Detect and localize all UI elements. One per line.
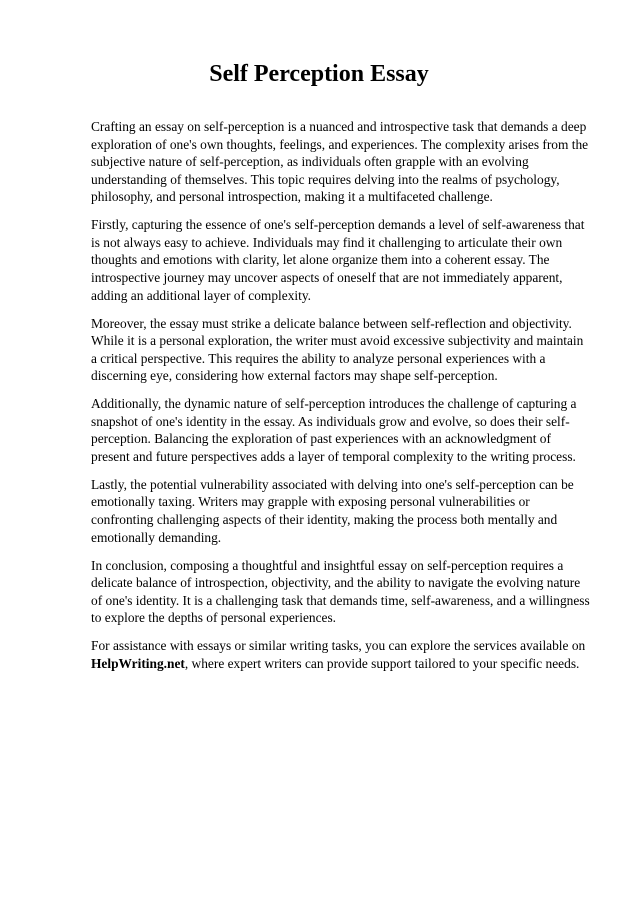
- page-title: Self Perception Essay: [209, 61, 429, 87]
- paragraph-moreover: Moreover, the essay must strike a delicate balance between self-reflection and objectivity. While it is a personal exploration, the writer must avoid excessive subjectivity and maintain a critical perspective. This requires the ability to analyze personal experiences with a discerning eye, considering how external factors may shape self-perception.: [91, 315, 584, 384]
- paragraph-conclusion: In conclusion, composing a thoughtful and insightful essay on self-perception requires a delicate balance of introspection, objectivity, and the ability to navigate the evolving nature of one's identity. It is a challenging task that demands time, self-awareness, and a willingness to explore the depths of personal experiences.: [91, 557, 590, 626]
- closing-text-after: , where expert writers can provide support tailored to your specific needs.: [184, 655, 580, 671]
- helpwriting-link[interactable]: HelpWriting.net: [91, 655, 185, 671]
- paragraph-lastly: Lastly, the potential vulnerability associated with delving into one's self-perception can be emotionally taxing. Writers may grapple with exposing personal vulnerabilities or confronting challenging aspects of their identity, making the process both mentally and emotionally demanding.: [91, 476, 574, 545]
- document-body: [91, 118, 591, 683]
- paragraph-closing: [91, 637, 591, 672]
- paragraph-intro: Crafting an essay on self-perception is a nuanced and introspective task that demands a deep exploration of one's own thoughts, feelings, and experiences. The complexity arises from the subjective nature of self-perception, as individuals often grapple with an evolving understanding of themselves. This topic requires delving into the realms of psychology, philosophy, and personal introspection, making it a multifaceted challenge.: [91, 119, 589, 205]
- paragraph-firstly: Firstly, capturing the essence of one's self-perception demands a level of self-awareness that is not always easy to achieve. Individuals may find it challenging to articulate their own thoughts and emotions with clarity, let alone organize them into a coherent essay. The introspective journey may uncover aspects of oneself that are not immediately apparent, adding an additional layer of complexity.: [91, 217, 585, 303]
- closing-text-before: For assistance with essays or similar writing tasks, you can explore the services available on: [91, 638, 586, 654]
- paragraph-additionally: Additionally, the dynamic nature of self-perception introduces the challenge of capturing a snapshot of one's identity in the essay. As individuals grow and evolve, so does their self-perception. Balancing the exploration of past experiences with an acknowledgment of present and future perspectives adds a layer of temporal complexity to the writing process.: [91, 396, 577, 464]
